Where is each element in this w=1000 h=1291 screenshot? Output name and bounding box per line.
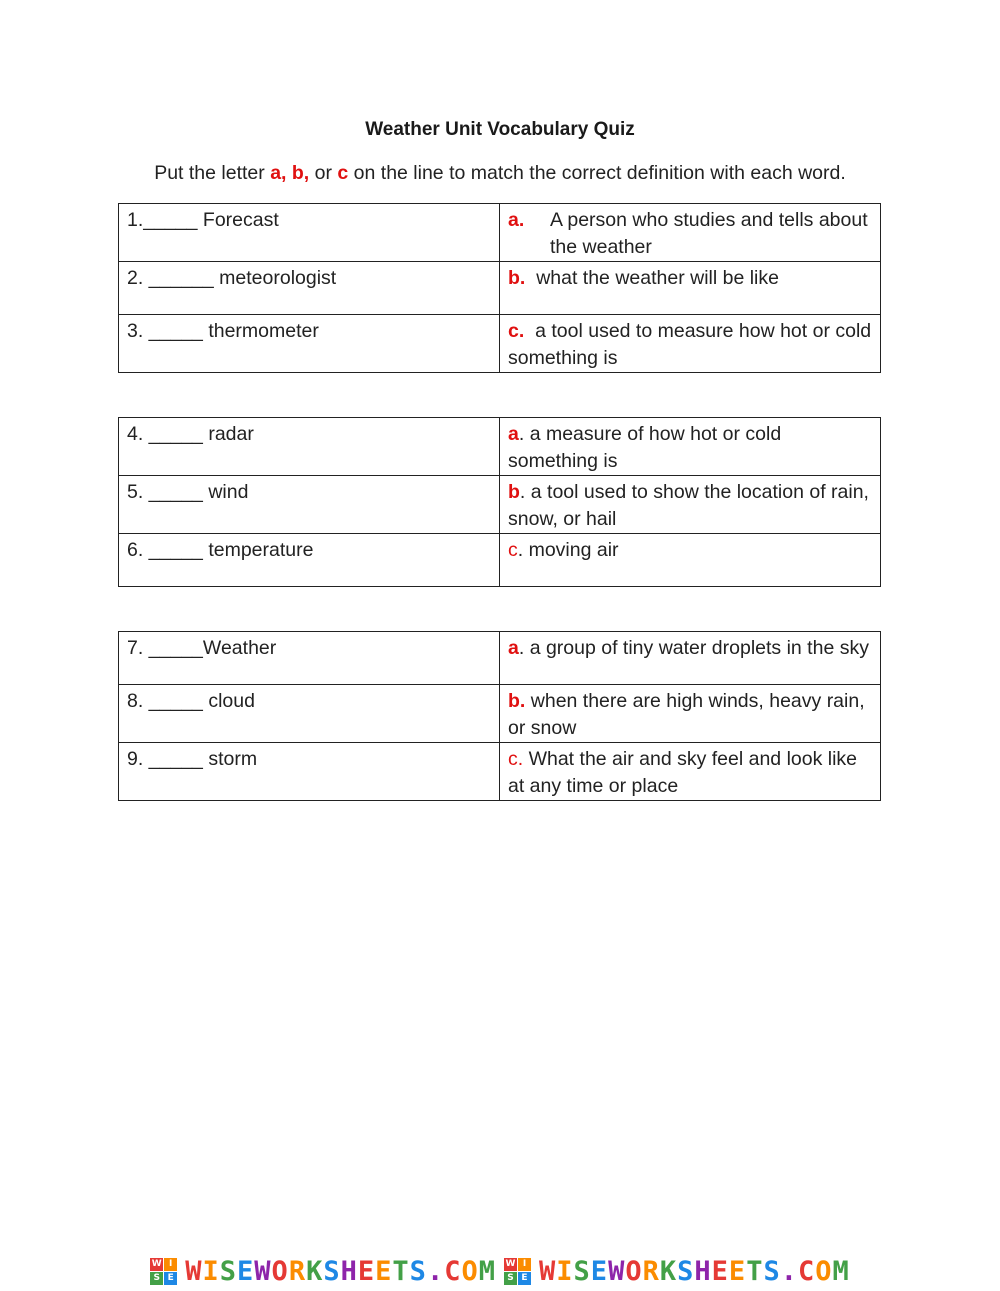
choice-letter: c	[508, 539, 518, 561]
watermark-letter: H	[340, 1255, 358, 1287]
vocab-word: 8. _____ cloud	[119, 685, 500, 743]
quiz-table-3	[118, 631, 881, 801]
table-row	[119, 204, 881, 262]
logo-letter: S	[150, 1272, 163, 1285]
watermark-letter: R	[288, 1255, 307, 1287]
watermark-letter: M	[832, 1255, 850, 1287]
watermark-letter: W	[254, 1255, 272, 1287]
watermark-letter: T	[392, 1255, 410, 1287]
definition-text: a tool used to measure how hot or cold something is	[508, 320, 872, 369]
watermark-letter: S	[573, 1255, 591, 1287]
watermark-letter: W	[185, 1255, 203, 1287]
quiz-table-2	[118, 417, 881, 587]
watermark-letter: K	[306, 1255, 324, 1287]
watermark-letter: O	[815, 1255, 833, 1287]
vocab-word: 7. _____Weather	[119, 632, 500, 685]
vocab-word: 6. _____ temperature	[119, 534, 500, 587]
watermark-logo-icon	[150, 1258, 177, 1285]
watermark-letter: I	[556, 1255, 574, 1287]
watermark-letter: S	[409, 1255, 427, 1287]
watermark-letter: C	[444, 1255, 462, 1287]
table-row	[119, 476, 881, 534]
instructions-letters-ab: a, b,	[270, 162, 310, 184]
logo-letter: E	[164, 1272, 177, 1285]
watermark-letter: W	[608, 1255, 626, 1287]
choice-letter: a	[508, 637, 519, 659]
instructions-prefix: Put the letter	[154, 162, 271, 184]
choice-letter: b.	[508, 267, 526, 289]
definition-cell	[500, 632, 881, 685]
table-row	[119, 743, 881, 801]
table-row	[119, 262, 881, 315]
watermark-letter: I	[202, 1255, 220, 1287]
choice-letter: a.	[508, 209, 525, 231]
choice-letter: a	[508, 423, 519, 445]
watermark-letter: W	[539, 1255, 557, 1287]
watermark-letter: H	[694, 1255, 712, 1287]
watermark-letter: O	[271, 1255, 289, 1287]
watermark-letter: M	[478, 1255, 496, 1287]
vocab-word: 2. ______ meteorologist	[119, 262, 500, 315]
watermark-letter: S	[677, 1255, 695, 1287]
quiz-table-1	[118, 203, 881, 373]
definition-cell	[500, 204, 881, 262]
quiz-title: Weather Unit Vocabulary Quiz	[365, 119, 635, 140]
definition-cell	[500, 743, 881, 801]
definition-text: . moving air	[517, 539, 619, 561]
definition-text: . a group of tiny water droplets in the sky	[518, 637, 869, 659]
watermark-letter: O	[461, 1255, 479, 1287]
watermark-letter: .	[780, 1255, 798, 1287]
definition-cell	[500, 315, 881, 373]
vocab-word: 3. _____ thermometer	[119, 315, 500, 373]
logo-letter: E	[518, 1272, 531, 1285]
definition-text: what the weather will be like	[536, 267, 779, 289]
table-row	[119, 632, 881, 685]
watermark-letter: C	[797, 1255, 816, 1287]
table-row	[119, 315, 881, 373]
logo-letter: I	[164, 1258, 177, 1271]
table-row	[119, 534, 881, 587]
watermark-letter: E	[237, 1255, 255, 1287]
watermark-footer	[0, 1256, 1000, 1286]
definition-text: . a measure of how hot or cold something is	[508, 423, 782, 472]
logo-letter: W	[505, 1258, 516, 1269]
watermark-letter: .	[426, 1255, 445, 1287]
watermark-letter: O	[625, 1255, 643, 1287]
definition-text: when there are high winds, heavy rain, or snow	[508, 690, 865, 739]
definition-text: . a tool used to show the location of rain, snow, or hail	[508, 481, 869, 530]
logo-letter: W	[151, 1258, 162, 1269]
watermark-text	[185, 1256, 496, 1287]
watermark-letter: E	[357, 1255, 376, 1287]
watermark-letter: S	[219, 1255, 238, 1287]
definition-text: A person who studies and tells about the weather	[550, 209, 868, 258]
logo-letter: S	[504, 1272, 517, 1285]
watermark-text	[539, 1256, 850, 1287]
choice-letter: c.	[508, 748, 524, 770]
instructions-suffix: on the line to match the correct definition with each word.	[348, 162, 846, 184]
vocab-word: 9. _____ storm	[119, 743, 500, 801]
watermark-logo-icon	[504, 1258, 531, 1285]
instructions-or: or	[309, 162, 338, 184]
definition-text: What the air and sky feel and look like at any time or place	[508, 748, 858, 797]
watermark-letter: E	[590, 1255, 609, 1287]
table-row	[119, 685, 881, 743]
instructions-letter-c: c	[337, 162, 349, 184]
choice-letter: b.	[508, 690, 526, 712]
definition-cell	[500, 685, 881, 743]
watermark-letter: K	[659, 1255, 678, 1287]
choice-letter: c.	[508, 320, 525, 342]
vocab-word: 4. _____ radar	[119, 418, 500, 476]
table-row	[119, 418, 881, 476]
definition-cell	[500, 534, 881, 587]
choice-letter: b	[508, 481, 520, 503]
vocab-word: 1._____ Forecast	[119, 204, 500, 262]
watermark-letter: E	[375, 1255, 393, 1287]
vocab-word: 5. _____ wind	[119, 476, 500, 534]
watermark-letter: R	[642, 1255, 660, 1287]
definition-cell	[500, 262, 881, 315]
logo-letter: I	[518, 1258, 531, 1271]
watermark-letter: S	[763, 1255, 781, 1287]
definition-cell	[500, 476, 881, 534]
watermark-letter: T	[746, 1255, 764, 1287]
watermark-letter: E	[728, 1255, 747, 1287]
watermark-letter: E	[711, 1255, 729, 1287]
watermark-letter: S	[323, 1255, 341, 1287]
definition-cell	[500, 418, 881, 476]
instructions	[0, 162, 1000, 185]
